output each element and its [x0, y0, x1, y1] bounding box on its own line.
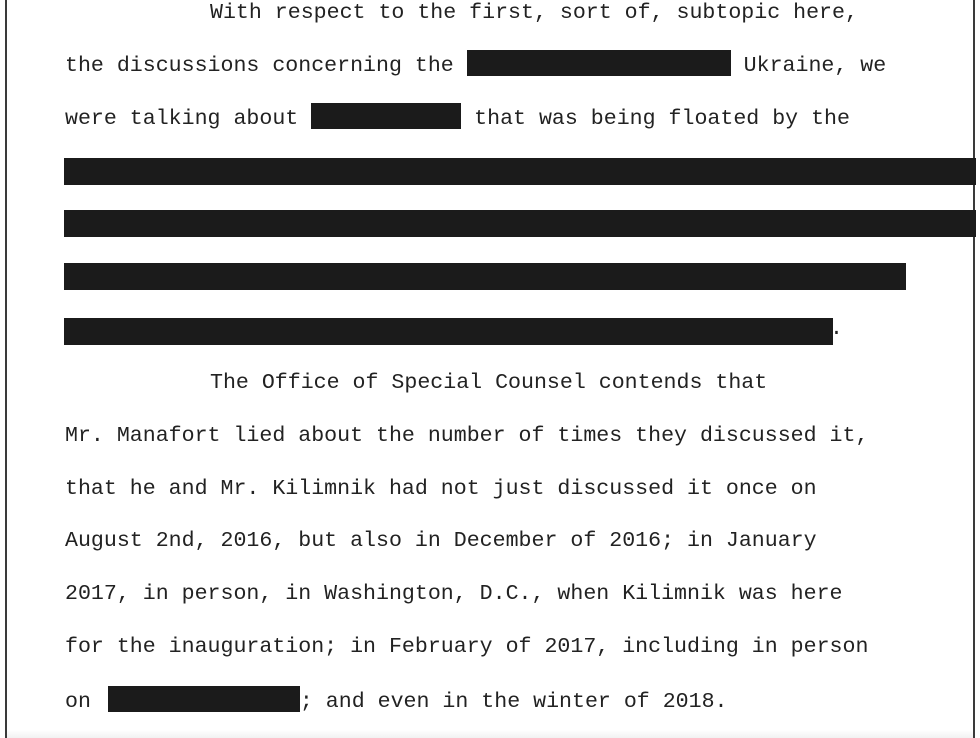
paragraph-2-line-2: Mr. Manafort lied about the number of times they discussed it, — [65, 424, 869, 448]
redaction-bar — [64, 158, 976, 185]
line-text: the discussions concerning the — [65, 54, 467, 78]
paragraph-1-line-2 — [65, 50, 886, 80]
line-text: Ukraine, we — [730, 54, 887, 78]
redaction-block — [311, 103, 461, 129]
paragraph-1-line-3 — [65, 103, 850, 133]
paragraph-2-line-1: The Office of Special Counsel contends that — [210, 371, 768, 395]
paragraph-2-line-6: for the inauguration; in February of 2017, including in person — [65, 635, 869, 659]
paragraph-2-line-7 — [65, 686, 728, 716]
transcript-page — [5, 0, 975, 738]
redaction-bar — [64, 263, 906, 290]
paragraph-2-line-5: 2017, in person, in Washington, D.C., when Kilimnik was here — [65, 582, 843, 606]
paragraph-2-line-3: that he and Mr. Kilimnik had not just discussed it once on — [65, 477, 817, 501]
line-text: ; and even in the winter of 2018. — [299, 690, 728, 714]
line-end-period: . — [830, 317, 843, 341]
redaction-bar — [64, 210, 976, 237]
redaction-block — [108, 686, 300, 712]
line-text: on — [65, 690, 104, 714]
line-text: that was being floated by the — [461, 107, 850, 131]
redaction-bar — [64, 318, 833, 345]
redaction-block — [467, 50, 731, 76]
paragraph-2-line-4: August 2nd, 2016, but also in December of 2016; in January — [65, 529, 817, 553]
page-edge-shadow — [7, 730, 973, 738]
paragraph-1-line-1: With respect to the first, sort of, subtopic here, — [210, 1, 858, 25]
line-text: were talking about — [65, 107, 312, 131]
